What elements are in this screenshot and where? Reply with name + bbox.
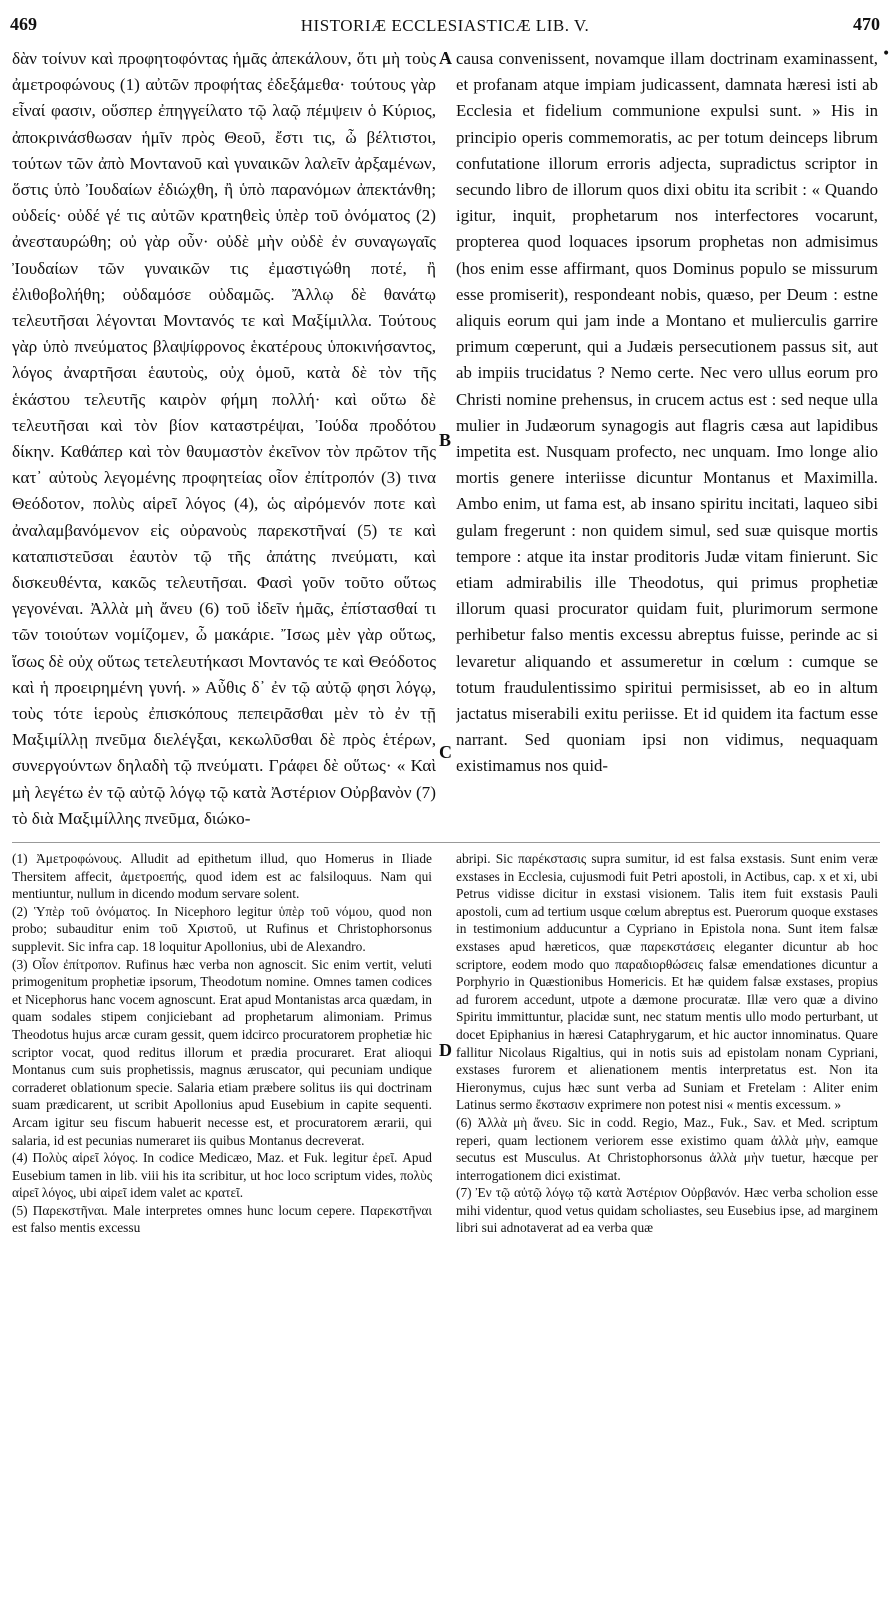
margin-marker-d: D [439, 1040, 452, 1060]
latin-text: causa convenissent, novamque illam doctrinam examinassent, et profanam atque impiam judicassent, damnata hæresi isti ab Ecclesia et fidelium communione expulsi sunt. » His in principio operis commemoratis, ac per totum deinceps librum confutatione illorum erroris adjecta, supradictus scriptor in secundo libro de illorum quos dixi obitu ita scribit : « Quando igitur, inquit, prophetarum nos interfectores vocarunt, propterea quod loquaces ipsorum prophetas non admisimus (hos enim esse affirmant, quos Dominus populo se missurum esse promiserit), respondeant nobis, quæso, per Deum : estne aliquis eorum qui jam inde a Montano et mulierculis garrire primum cœperunt, qui a Judæis persecutionem passus sit, aut ab impiis trucidatus ? Nemo certe. Nec vero ullus eorum pro Christi nomine prehensus, in crucem actus est : sed neque ulla mulier in Judæorum synagogis aut flagris cæsa aut lapidibus impetita est. Nusquam profecto, nec unquam. Imo longe alio mortis genere interiisse dicuntur Montanus et Maximilla. Ambo enim, ut fama est, ab insano spiritu incitati, laqueo sibi gulam fregerunt : non quidem simul, sed suæ quisque mortis tempore : atque ita instar proditoris Judæ vitam finierunt. Sic etiam admirabilis ille Theodotus, qui primus prophetiæ illorum quasi procurator quidam fuit, plurimorum sermone perhibetur falso mentis excessu abreptus fuisse, perinde ac si levaretur aliquando et assumeretur in cœlum : cumque se totum fraudulentissimo spiritui permisisset, ab eo in altum jactatus miserabili exitu periisse. Et id quidem ita factum esse narrant. Sed quoniam ipsi non vidimus, nequaquam existimamus nos quid- [456, 49, 878, 776]
footnote: abripi. Sic παρέκστασις supra sumitur, id est falsa exstasis. Sunt enim veræ exstases in Ecclesia, cujusmodi fuit Petri apostoli, in Actibus, cap. x et xi, ubi Petrus vidisse dicitur in exstasi visionem. Talis item fuit exstasis Pauli apostoli, cum ad tertium usque cœlum abreptus est. Puerorum quoque exstases in testimonium adducuntur a Cypriano in Epistola nona. Sunt item falsæ exstases apud hæreticos, quæ παρεκστάσεις eleganter dicuntur ab hoc scriptore, eodem modo quo παραδιορθώσεις falsæ emendationes dicuntur a Porphyrio in Quæstionibus Homericis. Et hæ quidem falsæ exstases, propius ad furorem accedunt, utpote a dæmone procuratæ. Illæ vero quæ a divino Spiritu immittuntur, placidæ sunt, nec statum mentis ullo modo perturbant, ut docet Epiphanius in hæresi Cataphrygarum, et hic auctor innominatus. Quare fallitur Nicolaus Rigaltius, qui in notis suis ad epistolam nonam Cypriani, exstases furorem et alienationem mentis interpretatus est. Non ita Hieronymus, cujus hæc sunt verba ad Suniam et Fretelam : Aliter enim Latinus sermo ἔκστασιν exprimere non potest nisi « mentis excessum. » [456, 851, 878, 1113]
margin-dot: • [882, 46, 891, 62]
footnotes-right [456, 850, 878, 1590]
page-number-left: 469 [10, 14, 37, 34]
footnote: (4) Πολὺς αἱρεῖ λόγος. In codice Medicæo, Maz. et Fuk. legitur ἐρεῖ. Apud Eusebium tamen in lib. viii his ita scribitur, ut hoc loco scriptum vides, πολὺς αἱρεῖ λόγος, ubi αἱρεῖ idem valet ac κρατεῖ. [12, 1150, 432, 1201]
page-number-right: 470 [853, 14, 880, 34]
footnote: (5) Παρεκστῆναι. Male interpretes omnes hunc locum cepere. Παρεκστῆναι est falso mentis excessu [12, 1202, 432, 1236]
margin-marker-a: A [439, 48, 452, 68]
margin-marker-c: C [439, 742, 452, 762]
latin-text-column [456, 46, 878, 836]
greek-text-column [12, 46, 436, 836]
footnote: (3) Οἷον ἐπίτροπον. Rufinus hæc verba non agnoscit. Sic enim vertit, veluti primogenitum prophetiæ ipsorum, Theodotum nomine. Omnes tamen codices et Nicephorus hanc vocem agnoscunt. Erat apud Montanistas arca quædam, in quam sodales stipem conjiciebant ad prophetarum alimoniam. Primus Theodotus hujus arcæ curam gessit, quem idcirco procuratorem prophetiæ hic scriptor vocat, quod reditus illorum et prædia procuraret. Erat alioqui Montanus cum suis prophetissis, magnus æruscator, qui pecuniam undique corraderet oblationum specie. Salaria etiam præbere solitus iis qui doctrinam suam prædicarent, ut scribit Apollonius apud Eusebium in capite sequenti. Arcam igitur seu fiscum habuerit necesse est, et procuratorem ærarii, qui salaria, id est pecunias numeraret iis quibus Montanus decreverat. [12, 956, 432, 1148]
greek-text: δὰν τοίνυν καὶ προφητοφόντας ἡμᾶς ἀπεκάλουν, ὅτι μὴ τοὺς ἀμετροφώνους (1) αὐτῶν προφήτας ἐδεξάμεθα· τούτους γὰρ εἶναί φασιν, οὕσπερ ἐπηγγείλατο τῷ λαῷ πέμψειν ὁ Κύριος, ἀποκρινάσθωσαν ἡμῖν πρὸς Θεοῦ, ἔστι τις, ὦ βέλτιστοι, τούτων τῶν ἀπὸ Μοντανοῦ καὶ γυναικῶν λαλεῖν ἀρξαμένων, ὅστις ὑπὸ Ἰουδαίων ἐδιώχθη, ἢ ὑπὸ παρανόμων ἀπεκτάνθη; οὐδείς· οὐδέ γέ τις αὐτῶν κρατηθεὶς ὑπὲρ τοῦ ὀνόματος (2) ἀνεσταυρώθη; οὐ γὰρ οὖν· οὐδὲ μὴν οὐδὲ ἐν συναγωγαῖς Ἰουδαίων τῶν γυναικῶν τις ἐμαστιγώθη ποτέ, ἢ ἐλιθοβολήθη; οὐδαμόσε οὐδαμῶς. Ἄλλῳ δὲ θανάτῳ τελευτῆσαι λέγονται Μοντανός τε καὶ Μαξίμιλλα. Τούτους γὰρ ὑπὸ πνεύματος βλαψίφρονος ἑκατέρους ὑποκινήσαντος, λόγος ἀναρτῆσαι ἑαυτοὺς, οὐχ ὁμοῦ, κατὰ δὲ τὸν τῆς ἑκάστου τελευτῆς καιρὸν φήμη πολλή· καὶ οὕτω δὲ τελευτῆσαι καὶ τὸν βίον καταστρέψαι, Ἰούδα προδότου δίκην. Καθάπερ καὶ τὸν θαυμαστὸν ἐκεῖνον τὸν πρῶτον τῆς κατ᾽ αὐτοὺς λεγομένης προφητείας οἷον ἐπίτροπόν (3) τινα Θεόδοτον, πολὺς αἱρεῖ λόγος (4), ὡς αἰρόμενόν ποτε καὶ ἀναλαμβανόμενον εἰς οὐρανοὺς παρεκστῆναί (5) τε καὶ καταπιστεῦσαι ἑαυτὸν τῷ τῆς ἀπάτης πνεύματι, καὶ δισκευθέντα, κακῶς τελευτῆσαι. Φασὶ γοῦν τοῦτο οὕτως γεγονέναι. Ἀλλὰ μὴ ἄνευ (6) τοῦ ἰδεῖν ἡμᾶς, ἐπίστασθαί τι τῶν τοιούτων νομίζομεν, ὦ μακάριε. Ἴσως μὲν γὰρ οὕτως, ἴσως δὲ οὐχ οὕτως τετελευτήκασι Μοντανός τε καὶ Θεόδοτος καὶ ἡ προειρημένη γυνή. » Αὖθις δ᾽ ἐν τῷ αὐτῷ φησι λόγῳ, τοὺς τότε ἱεροὺς ἐπισκόπους πεπειρᾶσθαι μὲν τὸ ἐν τῇ Μαξιμίλλῃ πνεῦμα διελέγξαι, κεκωλῦσθαι δὲ πρὸς ἑτέρων, συνεργούντων δηλαδὴ τῷ πνεύματι. Γράφει δὲ οὕτως· « Καὶ μὴ λεγέτω ἐν τῷ αὐτῷ λόγῳ τῷ κατὰ Ἀστέριον Οὐρβανὸν (7) τὸ διὰ Μαξιμίλλης πνεῦμα, διώκο- [12, 49, 436, 828]
footnote: (6) Ἀλλὰ μὴ ἄνευ. Sic in codd. Regio, Maz., Fuk., Sav. et Med. scriptum reperi, quam lectionem veriorem esse existimo quam ἀλλὰ μὴν, eamque secutus est Musculus. At Christophorsonus ἀλλὰ μὴν tuetur, hæcque per interrogationem dici existimat. [456, 1114, 878, 1183]
notes-divider [12, 842, 880, 843]
running-title: HISTORIÆ ECCLESIASTICÆ LIB. V. [300, 16, 590, 35]
page-header [10, 14, 880, 40]
footnote: (1) Ἀμετροφώνους. Alludit ad epithetum illud, quo Homerus in Iliade Thersitem affecit, ἀμετροεπής, quod idem est ac falsiloquus. Nam qui mentiuntur, nullum in dicendo modum servare solent. [12, 851, 432, 902]
footnote: (7) Ἐν τῷ αὐτῷ λόγῳ τῷ κατὰ Ἀστέριον Οὐρβανόν. Hæc verba scholion esse mihi videntur, quod vetus quidam scholiastes, seu Eusebius ipse, ad marginem libri sui adnotaverat ad ea verba quæ [456, 1185, 878, 1236]
footnotes-left [12, 850, 432, 1590]
footnote: (2) Ὑπὲρ τοῦ ὀνόματος. In Nicephoro legitur ὑπὲρ τοῦ νόμου, quod non probo; subauditur enim τοῦ Χριστοῦ, ut Rufinus et Christophorsonus supplevit. Sic infra cap. 18 loquitur Apollonius, ubi de Alexandro. [12, 903, 432, 954]
margin-marker-b: B [439, 430, 452, 450]
